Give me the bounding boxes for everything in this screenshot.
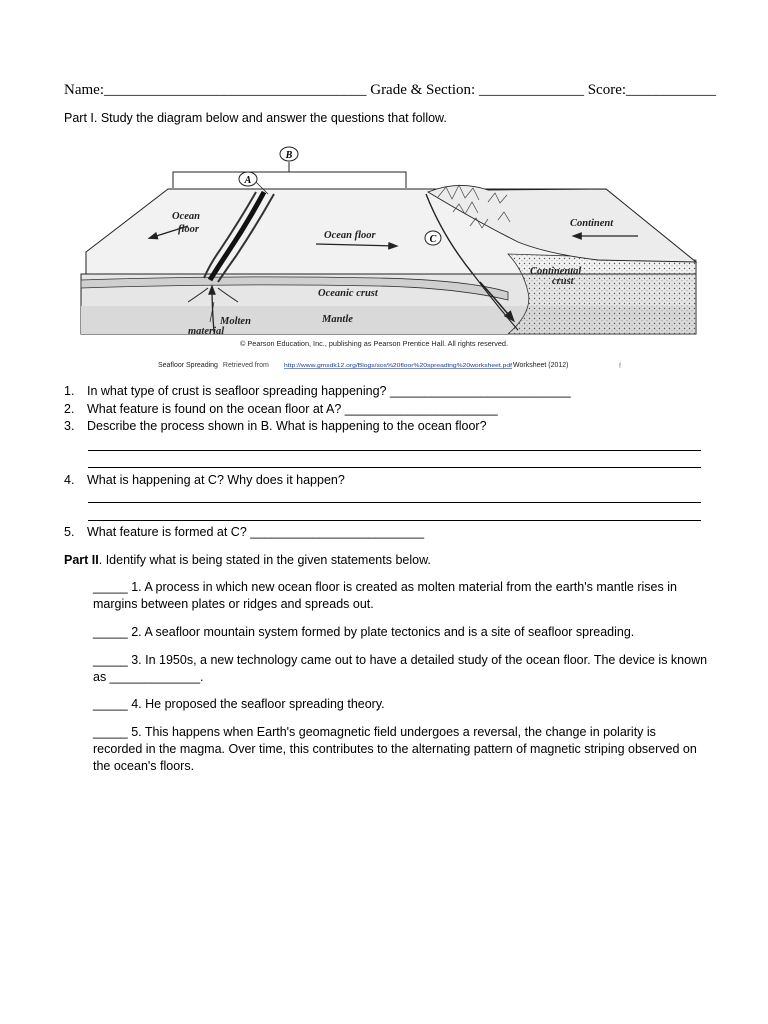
question-2 bbox=[64, 402, 498, 416]
answer-line[interactable] bbox=[88, 520, 701, 521]
ocean-floor-left-line2: floor bbox=[178, 224, 199, 235]
answer-line[interactable] bbox=[88, 502, 701, 503]
question-number: 4. bbox=[64, 473, 75, 487]
question-number: 3. bbox=[64, 419, 75, 433]
part2-title-bold: Part II bbox=[64, 553, 99, 567]
question-text: What feature is found on the ocean floor at A? ______________________ bbox=[87, 402, 498, 416]
question-number: 2. bbox=[64, 402, 75, 416]
ocean-floor-left-line1: Ocean bbox=[172, 211, 200, 222]
seafloor-spreading-diagram bbox=[78, 142, 706, 374]
source-line bbox=[158, 362, 269, 369]
part1-title: Part I. Study the diagram below and answer the questions that follow. bbox=[64, 111, 447, 125]
statement-3: _____ 3. In 1950s, a new technology came out to have a detailed study of the ocean floor. The device is known as _____________. bbox=[93, 653, 708, 684]
score-field: Score:____________ bbox=[587, 82, 717, 98]
answer-line[interactable] bbox=[88, 467, 701, 468]
question-text: Describe the process shown in B. What is happening to the ocean floor? bbox=[87, 419, 487, 433]
header-line bbox=[64, 82, 716, 99]
question-5 bbox=[64, 525, 424, 539]
ocean-floor-center: Ocean floor bbox=[324, 230, 376, 241]
molten-line2: material bbox=[188, 326, 225, 337]
continental-crust-line2: crust bbox=[552, 276, 574, 287]
molten-line1: Molten bbox=[220, 316, 251, 327]
question-3 bbox=[64, 419, 487, 433]
copyright-text: © Pearson Education, Inc., publishing as Pearson Prentice Hall. All rights reserved. bbox=[240, 341, 498, 348]
part2-title-rest: . Identify what is being stated in the given statements below. bbox=[98, 553, 431, 567]
question-1 bbox=[64, 384, 571, 398]
question-text: What feature is formed at C? _________________________ bbox=[87, 525, 425, 539]
question-4 bbox=[64, 473, 345, 487]
question-text: What is happening at C? Why does it happen? bbox=[87, 473, 345, 487]
label-c: C bbox=[429, 234, 437, 245]
continent-label: Continent bbox=[570, 218, 614, 229]
continental-crust-line1: Continental bbox=[530, 266, 582, 277]
question-text: In what type of crust is seafloor spreading happening? __________________________ bbox=[87, 384, 571, 398]
mantle-label: Mantle bbox=[322, 314, 353, 325]
source-prefix: Seafloor Spreading bbox=[158, 362, 218, 369]
statement-2: _____ 2. A seafloor mountain system formed by plate tectonics and is a site of seafloor spreading. bbox=[93, 625, 635, 639]
label-b: B bbox=[285, 150, 293, 161]
name-field: Name:___________________________________ bbox=[64, 82, 367, 98]
question-number: 1. bbox=[64, 384, 75, 398]
label-a: A bbox=[244, 175, 252, 186]
statement-5: _____ 5. This happens when Earth's geomagnetic field undergoes a reversal, the change in polarity is recorded in the magma. Over time, this contributes to the alternating pattern of magnetic striping observed on the ocean's floors. bbox=[93, 725, 697, 773]
source-suffix: Worksheet (2012) bbox=[513, 362, 569, 369]
statement-1: _____ 1. A process in which new ocean floor is created as molten material from the earth's mantle rises in margins between plates or ridges and spreads out. bbox=[93, 580, 677, 611]
statement-4: _____ 4. He proposed the seafloor spreading theory. bbox=[93, 697, 385, 711]
part2-title bbox=[64, 553, 431, 567]
answer-line[interactable] bbox=[88, 450, 701, 451]
source-url-link[interactable]: http://www.gmsdk12.org/Blogs/sos%20floor%20spreading%20worksheet.pdf bbox=[284, 363, 513, 369]
grade-section-field: Grade & Section: ______________ bbox=[370, 82, 584, 98]
source-retrieved: Retrieved from bbox=[222, 362, 269, 369]
oceanic-crust-label: Oceanic crust bbox=[318, 288, 378, 299]
stray-mark: f bbox=[619, 363, 621, 370]
question-number: 5. bbox=[64, 525, 75, 539]
